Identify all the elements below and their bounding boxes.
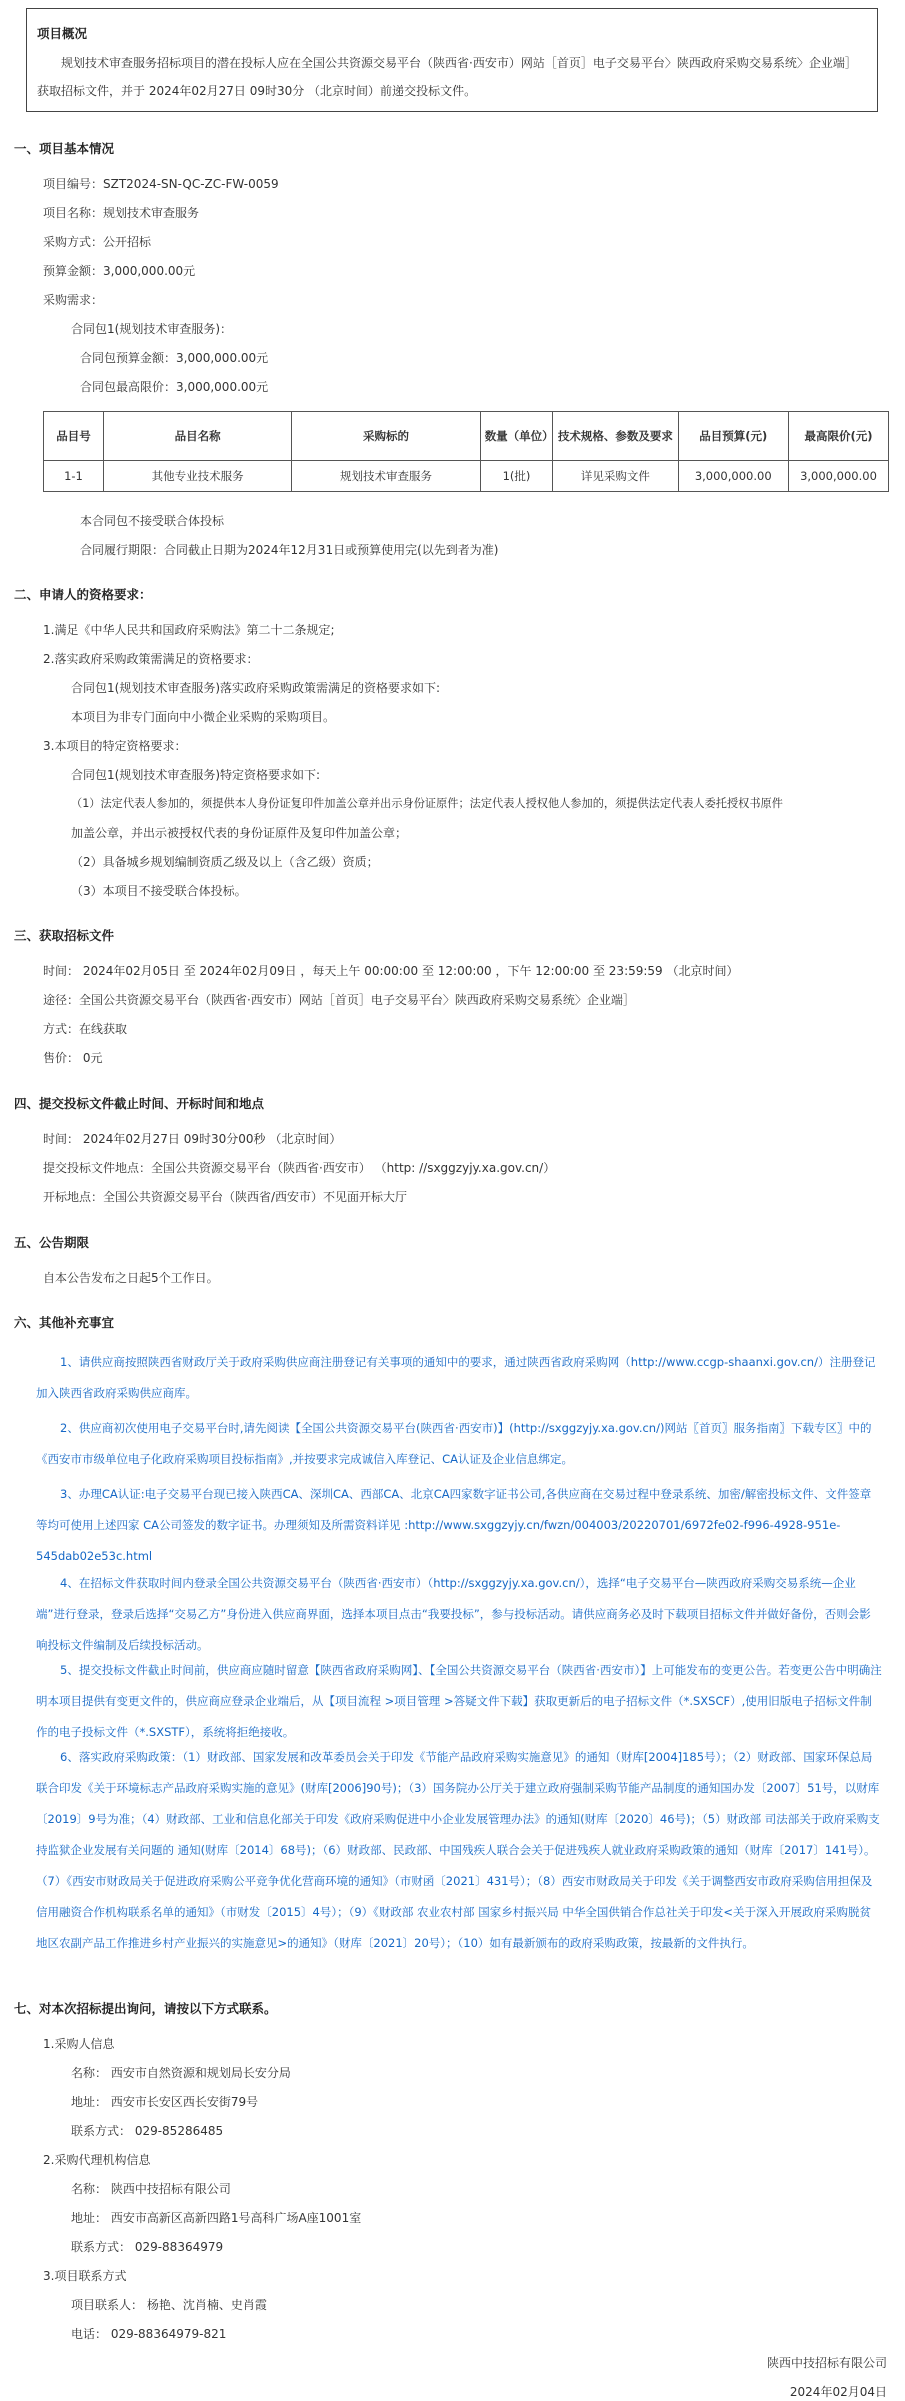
notice-period: 自本公告发布之日起5个工作日。 bbox=[43, 1271, 219, 1285]
col-quantity: 数量（单位） bbox=[480, 412, 553, 461]
cell-max-price: 3,000,000.00 bbox=[788, 461, 888, 492]
col-item-budget: 品目预算(元) bbox=[678, 412, 788, 461]
contract-package: 合同包1(规划技术审查服务)： bbox=[71, 322, 232, 336]
overview-title: 项目概况 bbox=[37, 26, 88, 41]
procurement-demand: 采购需求： bbox=[43, 293, 104, 307]
overview-box bbox=[26, 8, 878, 112]
obtain-time: 时间： 2024年02月05日 至 2024年02月09日 ，每天上午 00:00:00 至 12:00:00 ，下午 12:00:00 至 23:59:59 （北京时间） bbox=[43, 964, 739, 978]
project-number: 项目编号：SZT2024-SN-QC-ZC-FW-0059 bbox=[43, 177, 279, 191]
document-price: 售价： 0元 bbox=[43, 1051, 103, 1065]
requirement-1: 1.满足《中华人民共和国政府采购法》第二十二条规定; bbox=[43, 623, 335, 637]
requirement-3a: 合同包1(规划技术审查服务)特定资格要求如下: bbox=[71, 768, 321, 782]
section1-heading: 一、项目基本情况 bbox=[14, 141, 115, 156]
package-budget: 合同包预算金额：3,000,000.00元 bbox=[80, 351, 269, 365]
budget-amount: 预算金额：3,000,000.00元 bbox=[43, 264, 196, 278]
agency-address: 地址： 西安市高新区高新四路1号高科广场A座1001室 bbox=[71, 2211, 362, 2225]
purchaser-phone: 联系方式： 029-85286485 bbox=[71, 2124, 224, 2138]
section2-heading: 二、申请人的资格要求： bbox=[14, 587, 152, 602]
requirement-2a: 合同包1(规划技术审查服务)落实政府采购政策需满足的资格要求如下: bbox=[71, 681, 441, 695]
package-max-price: 合同包最高限价：3,000,000.00元 bbox=[80, 380, 269, 394]
col-max-price: 最高限价(元) bbox=[788, 412, 888, 461]
cell-subject: 规划技术审查服务 bbox=[292, 461, 480, 492]
footer-date: 2024年02月04日 bbox=[789, 2385, 887, 2399]
submit-location: 提交投标文件地点：全国公共资源交易平台（陕西省·西安市） （http: //sxggzyjy.xa.gov.cn/） bbox=[43, 1161, 556, 1175]
project-name: 项目名称：规划技术审查服务 bbox=[43, 206, 200, 220]
section7-heading: 七、对本次招标提出询问，请按以下方式联系。 bbox=[14, 2001, 277, 2016]
purchaser-name: 名称： 西安市自然资源和规划局长安分局 bbox=[71, 2066, 291, 2080]
requirement-3d: （2）具备城乡规划编制资质乙级及以上（含乙级）资质； bbox=[71, 855, 379, 869]
requirement-3: 3.本项目的特定资格要求： bbox=[43, 739, 187, 753]
col-subject: 采购标的 bbox=[292, 412, 480, 461]
supplement-6: 6、落实政府采购政策：（1）财政部、国家发展和改革委员会关于印发《节能产品政府采购实施意见》的通知（财库[2004]185号）；（2）财政部、国家环保总局联合印发《关于环境标志产品政府采购实施的意见》(财库[2006]90号)；（3）国务院办公厅关于建立政府强制采购节能产品制度的通知国办发〔2007〕51号，以财库〔2019〕9号为准；（4）财政部、工业和信息化部关于印发《政府采购促进中小企业发展管理办法》的通知(财库〔2020〕46号)；（5）财政部 司法部关于政府采购支持监狱企业发展有关问题的 通知(财库〔2014〕68号)；（6）财政部、民政部、中国残疾人联合会关于促进残疾人就业政府采购政策的通知（财库〔2017〕141号）。（7）《西安市财政局关于促进政府采购公平竞争优化营商环境的通知》（市财函〔2021〕431号）；（8）西安市财政局关于印发《关于调整西安市政府采购信用担保及信用融资合作机构联系名单的通知》（市财发〔2015〕4号）；（9）《财政部 农业农村部 国家乡村振兴局 中华全国供销合作总社关于印发<关于深入开展政府采购脱贫地区农副产品工作推进乡村产业振兴的实施意见>的通知》（财库〔2021〕20号）；（10）如有最新颁布的政府采购政策，按最新的文件执行。 bbox=[36, 1750, 880, 1950]
cell-item-budget: 3,000,000.00 bbox=[678, 461, 788, 492]
items-table bbox=[43, 411, 889, 492]
section4-heading: 四、提交投标文件截止时间、开标时间和地点 bbox=[14, 1096, 265, 1111]
requirement-3b: （1）法定代表人参加的，须提供本人身份证复印件加盖公章并出示身份证原件；法定代表人授权他人参加的，须提供法定代表人委托授权书原件 bbox=[71, 797, 783, 810]
contact-purchaser: 1.采购人信息 bbox=[43, 2037, 115, 2051]
table-row bbox=[44, 461, 889, 492]
requirement-2b: 本项目为非专门面向中小微企业采购的采购项目。 bbox=[71, 710, 336, 724]
consortium-note: 本合同包不接受联合体投标 bbox=[80, 514, 225, 528]
col-spec: 技术规格、参数及要求 bbox=[553, 412, 678, 461]
cell-item-name: 其他专业技术服务 bbox=[103, 461, 291, 492]
agency-name: 名称： 陕西中技招标有限公司 bbox=[71, 2182, 231, 2196]
section5-heading: 五、公告期限 bbox=[14, 1235, 90, 1250]
project-contacts: 项目联系人： 杨艳、沈肖楠、史肖霞 bbox=[71, 2298, 267, 2312]
items-table-header-row bbox=[44, 412, 889, 461]
deadline-time: 时间： 2024年02月27日 09时30分00秒 （北京时间） bbox=[43, 1132, 342, 1146]
purchaser-address: 地址： 西安市长安区西长安街79号 bbox=[71, 2095, 259, 2109]
requirement-3e: （3）本项目不接受联合体投标。 bbox=[71, 884, 247, 898]
agency-phone: 联系方式： 029-88364979 bbox=[71, 2240, 224, 2254]
footer-company: 陕西中技招标有限公司 bbox=[766, 2356, 887, 2370]
obtain-way: 途径：全国公共资源交易平台（陕西省·西安市）网站［首页］电子交易平台〉陕西政府采购交易系统〉企业端］ bbox=[43, 993, 635, 1007]
procurement-method: 采购方式：公开招标 bbox=[43, 235, 152, 249]
col-item-no: 品目号 bbox=[44, 412, 104, 461]
supplement-3: 3、办理CA认证:电子交易平台现已接入陕西CA、深圳CA、西部CA、北京CA四家数字证书公司,各供应商在交易过程中登录系统、加密/解密投标文件、文件签章等均可使用上述四家 CA公司签发的数字证书。办理须知及所需资料详见 :http://www.sxggzyjy.cn/fwzn/004003/20220701/6972fe02-f996-4928-951e-545dab02e53c.html bbox=[36, 1487, 872, 1563]
cell-item-no: 1-1 bbox=[44, 461, 104, 492]
supplement-4: 4、在招标文件获取时间内登录全国公共资源交易平台（陕西省·西安市）（http://sxggzyjy.xa.gov.cn/），选择“电子交易平台—陕西政府采购交易系统—企业端”进行登录，登录后选择“交易乙方”身份进入供应商界面，选择本项目点击“我要投标”，参与投标活动。请供应商务必及时下载项目招标文件并做好备份，否则会影响投标文件编制及后续投标活动。 bbox=[36, 1576, 871, 1652]
requirement-3c: 加盖公章，并出示被授权代表的身份证原件及复印件加盖公章； bbox=[71, 826, 408, 840]
overview-body: 规划技术审查服务招标项目的潜在投标人应在全国公共资源交易平台（陕西省·西安市）网站［首页］电子交易平台〉陕西政府采购交易系统〉企业端］获取招标文件，并于 2024年02月27日 09时30分 （北京时间）前递交投标文件。 bbox=[37, 56, 857, 98]
cell-quantity: 1(批) bbox=[480, 461, 553, 492]
section6-heading: 六、其他补充事宜 bbox=[14, 1315, 115, 1330]
requirement-2: 2.落实政府采购政策需满足的资格要求： bbox=[43, 652, 259, 666]
obtain-mode: 方式：在线获取 bbox=[43, 1022, 128, 1036]
col-item-name: 品目名称 bbox=[103, 412, 291, 461]
opening-location: 开标地点：全国公共资源交易平台（陕西省/西安市）不见面开标大厅 bbox=[43, 1190, 408, 1204]
contract-period: 合同履行期限：合同截止日期为2024年12月31日或预算使用完(以先到者为准) bbox=[80, 543, 499, 557]
supplement-2: 2、供应商初次使用电子交易平台时,请先阅读【全国公共资源交易平台(陕西省·西安市)】(http://sxggzyjy.xa.gov.cn/)网站〖首页〗服务指南〗下载专区〗中的《西安市市级单位电子化政府采购项目投标指南》,并按要求完成诚信入库登记、CA认证及企业信息绑定。 bbox=[36, 1421, 872, 1466]
contact-agency: 2.采购代理机构信息 bbox=[43, 2153, 151, 2167]
supplement-5: 5、提交投标文件截止时间前，供应商应随时留意【陕西省政府采购网】、【全国公共资源交易平台（陕西省·西安市）】上可能发布的变更公告。若变更公告中明确注明本项目提供有变更文件的，供应商应登录企业端后，从【项目流程 >项目管理 >答疑文件下载】获取更新后的电子招标文件（*.SXSCF）,使用旧版电子招标文件制作的电子投标文件（*.SXSTF），系统将拒绝接收。 bbox=[36, 1663, 882, 1739]
project-phone: 电话： 029-88364979-821 bbox=[71, 2327, 227, 2341]
section3-heading: 三、获取招标文件 bbox=[14, 928, 115, 943]
contact-project: 3.项目联系方式 bbox=[43, 2269, 127, 2283]
supplement-1: 1、请供应商按照陕西省财政厅关于政府采购供应商注册登记有关事项的通知中的要求，通过陕西省政府采购网（http://www.ccgp-shaanxi.gov.cn/）注册登记加入陕西省政府采购供应商库。 bbox=[36, 1355, 876, 1400]
cell-spec: 详见采购文件 bbox=[553, 461, 678, 492]
